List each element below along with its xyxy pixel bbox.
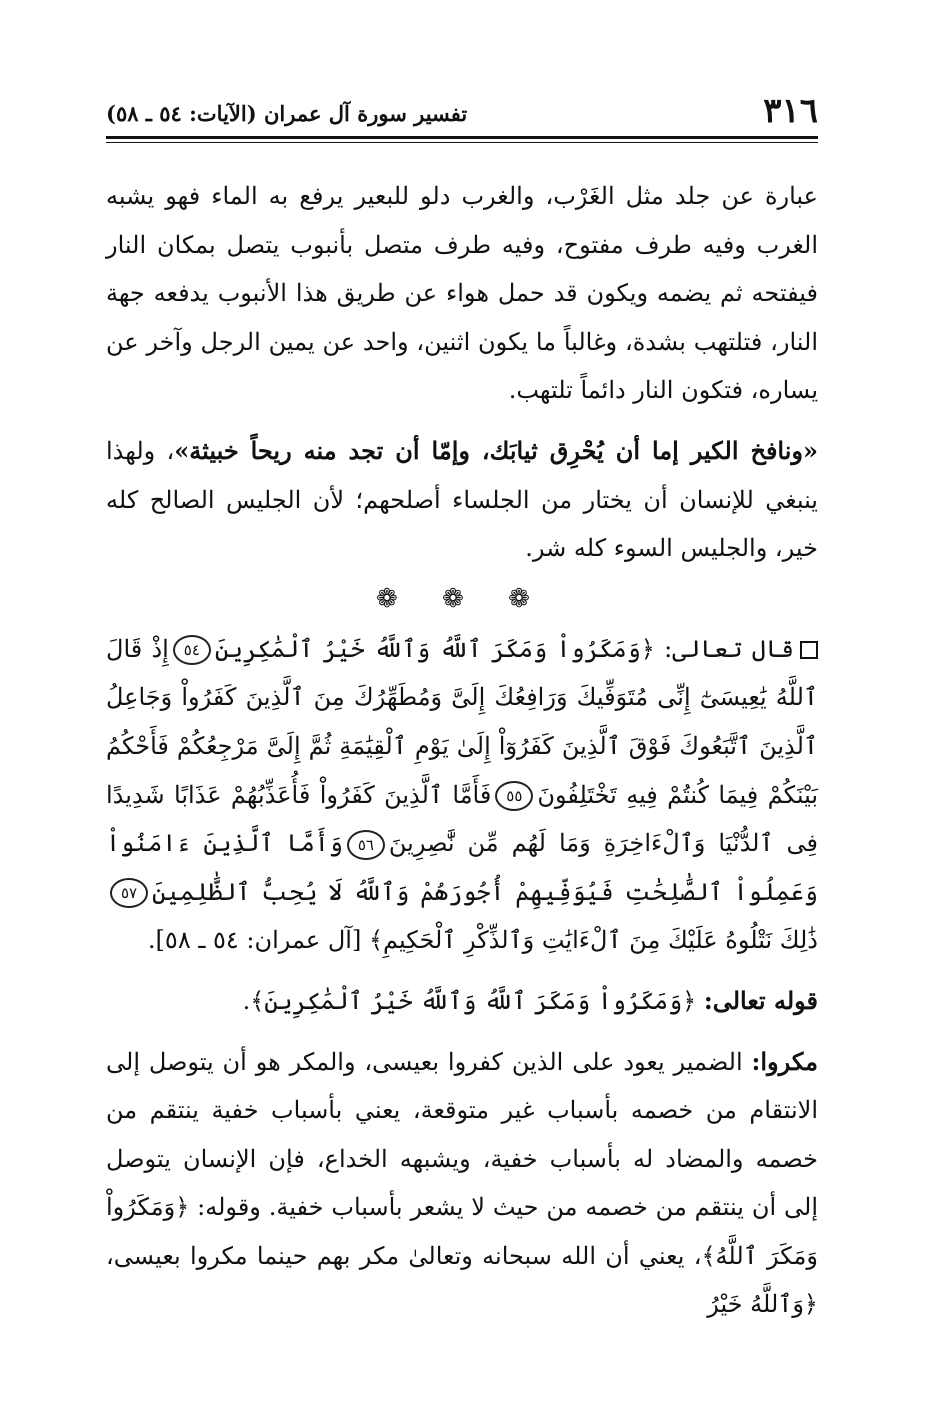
term-makaru: مكروا:	[751, 1046, 818, 1076]
verse-57: وَأَمَّا ٱلَّذِينَ ءَامَنُواْ وَعَمِلُواْ ٱلصَّٰلِحَٰتِ فَيُوَفِّيهِمْ أُجُورَهُمْ وَٱللَّهُ لَا يُحِبُّ ٱلظَّٰلِمِينَ	[106, 829, 818, 906]
paragraph-bellows-description: عبارة عن جلد مثل الغَرْب، والغرب دلو للبعير يرفع به الماء فهو يشبه الغرب وفيه طرف مفتوح، وفيه طرف متصل بأنبوب يتصل بمكان النار فيفتحه ثم يضمه ويكون قد حمل هواء عن طريق هذا الأنبوب يدفعه جهة النار، فتلتهب بشدة، وغالباً ما يكون اثنين، واحد عن يمين الرجل وآخر عن يساره، فتكون النار دائماً تلتهب.	[106, 182, 818, 405]
quran-intro: قال تعالى:	[664, 634, 794, 663]
makr-quote: ﴿وَمَكَرُواْ وَمَكَرَ ٱللَّهُ﴾،	[106, 1193, 818, 1270]
verse-citation: [آل عمران: ٥٤ ـ ٥٨].	[147, 926, 362, 955]
makr-explanation: يعني أن الله سبحانه وتعالىٰ مكر بهم حينما مكروا بعيسى،	[106, 1241, 685, 1270]
commentary-quote: ﴿وَمَكَرُواْ وَمَكَرَ ٱللَّهُ وَٱللَّهُ خَيْرُ ٱلْمَٰكِرِينَ﴾.	[242, 986, 697, 1015]
header-rule-thin	[106, 142, 818, 143]
makr-quote-continued: ﴿وَٱللَّهُ خَيْرُ	[707, 1290, 818, 1319]
page-body	[106, 172, 818, 1329]
page-header	[106, 86, 818, 131]
commentary-lead: قوله تعالى:	[703, 985, 818, 1015]
running-title: تفسير سورة آل عمران (الآيات: ٥٤ ـ ٥٨)	[106, 101, 468, 126]
header-rule-thick	[106, 136, 818, 139]
page-number: ٣١٦	[763, 91, 818, 131]
ayah-number-56: ٥٦	[347, 830, 385, 860]
verse-54: ﴿وَمَكَرُواْ وَمَكَرَ ٱللَّهُ وَٱللَّهُ خَيْرُ ٱلْمَٰكِرِينَ	[214, 634, 655, 663]
commentary-heading	[106, 977, 818, 1026]
ayah-number-57: ٥٧	[110, 878, 148, 908]
verse-55: إِذْ قَالَ ٱللَّهُ يَٰعِيسَىٰٓ إِنِّى مُتَوَفِّيكَ وَرَافِعُكَ إِلَىَّ وَمُطَهِّرُكَ مِنَ ٱلَّذِينَ كَفَرُواْ وَجَاعِلُ ٱلَّذِينَ ٱتَّبَعُوكَ فَوْقَ ٱلَّذِينَ كَفَرُوٓاْ إِلَىٰ يَوْمِ ٱلْقِيَٰمَةِ ثُمَّ إِلَىَّ مَرْجِعُكُمْ فَأَحْكُمُ بَيْنَكُمْ فِيمَا كُنتُمْ فِيهِ تَخْتَلِفُونَ	[106, 634, 818, 809]
section-separator: ❁ ❁ ❁	[376, 583, 548, 614]
hadith-quote: «ونافخ الكير إما أن يُحْرِق ثيابَك، وإمّا أن تجد منه ريحاً خبيثة»	[174, 435, 819, 465]
paragraph-makr-explanation	[106, 1038, 818, 1330]
makr-definition: الضمير يعود على الذين كفروا بعيسى، والمكر هو أن يتوصل إلى الانتقام من خصمه بأسباب غير متوقعة، يعني بأسباب خفية ينتقم من خصمه والمضاد له بأسباب خفية، ويشبهه الخداع، فإن الإنسان يتوصل إلى أن ينتقم من خصمه من حيث لا يشعر بأسباب خفية. وقوله:	[106, 1047, 818, 1222]
hadith-commentary: ، ولهذا ينبغي للإنسان أن يختار من الجلساء أصلحهم؛ لأن الجليس الصالح كله خير، والجليس السوء كله شر.	[106, 436, 818, 563]
quran-verses-block	[106, 625, 818, 965]
verse-58: ذَٰلِكَ نَتْلُوهُ عَلَيْكَ مِنَ ٱلْءَايَٰتِ وَٱلذِّكْرِ ٱلْحَكِيمِ﴾	[368, 926, 818, 955]
square-bullet-icon	[800, 641, 818, 659]
ayah-number-55: ٥٥	[495, 781, 533, 811]
ayah-number-54: ٥٤	[173, 635, 211, 665]
verse-56: فَأَمَّا ٱلَّذِينَ كَفَرُواْ فَأُعَذِّبُهُمْ عَذَابًا شَدِيدًا فِى ٱلدُّنْيَا وَٱلْءَاخِرَةِ وَمَا لَهُم مِّن نَّٰصِرِينَ	[106, 780, 818, 858]
paragraph-hadith	[106, 427, 818, 573]
